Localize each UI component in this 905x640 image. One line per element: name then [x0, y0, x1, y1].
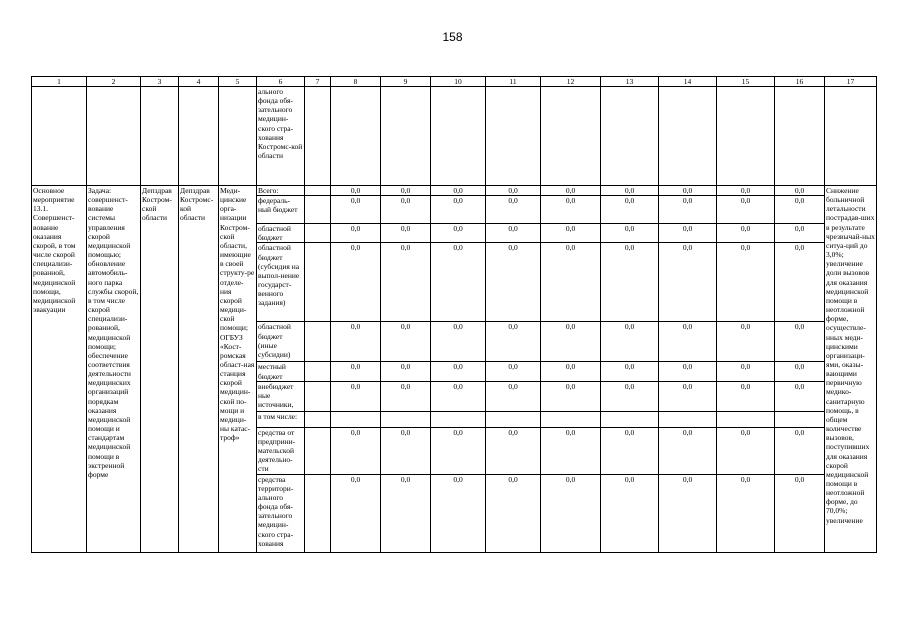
funding-value: 0,0 [431, 381, 486, 411]
responsible-executor: Депздрав Костром-ской области [141, 186, 179, 553]
funding-value: 0,0 [717, 362, 775, 381]
funding-value: 0,0 [601, 381, 659, 411]
funding-value [381, 411, 431, 427]
funding-value: 0,0 [541, 381, 601, 411]
funding-value: 0,0 [775, 196, 825, 224]
column-header: 16 [775, 77, 825, 87]
funding-value: 0,0 [775, 474, 825, 552]
empty-cell [305, 381, 331, 411]
funding-source-label: областной бюджет (иные субсидии) [257, 322, 305, 362]
funding-value [431, 411, 486, 427]
funding-value: 0,0 [601, 362, 659, 381]
program-table [31, 76, 877, 553]
column-header: 8 [331, 77, 381, 87]
empty-cell [305, 224, 331, 243]
funding-value [541, 411, 601, 427]
funding-value: 0,0 [381, 381, 431, 411]
funding-source-label: средства от предприни-мательской деятельно-сти [257, 427, 305, 474]
funding-value: 0,0 [601, 322, 659, 362]
funding-value: 0,0 [775, 224, 825, 243]
funding-source-label: средства территори-ального фонда обя-зательного медицин-ского стра-хования [257, 474, 305, 552]
funding-source-label: внебюджет ные источники, [257, 381, 305, 411]
funding-value: 0,0 [381, 322, 431, 362]
funding-value: 0,0 [331, 474, 381, 552]
funding-value: 0,0 [486, 186, 541, 196]
funding-value: 0,0 [486, 381, 541, 411]
funding-value: 0,0 [717, 427, 775, 474]
funding-value: 0,0 [717, 224, 775, 243]
funding-value: 0,0 [381, 427, 431, 474]
funding-value: 0,0 [381, 243, 431, 322]
funding-value: 0,0 [601, 427, 659, 474]
funding-value: 0,0 [775, 186, 825, 196]
funding-value: 0,0 [381, 474, 431, 552]
column-header: 12 [541, 77, 601, 87]
funding-value: 0,0 [486, 427, 541, 474]
empty-cell [305, 196, 331, 224]
co-executor: Депздрав Костромс-кой области [179, 186, 219, 553]
funding-value: 0,0 [431, 322, 486, 362]
column-header: 9 [381, 77, 431, 87]
funding-value: 0,0 [775, 243, 825, 322]
funding-value: 0,0 [659, 474, 717, 552]
funding-value: 0,0 [431, 243, 486, 322]
funding-value: 0,0 [659, 196, 717, 224]
funding-value: 0,0 [541, 427, 601, 474]
funding-value: 0,0 [541, 196, 601, 224]
column-header: 17 [825, 77, 877, 87]
funding-value: 0,0 [541, 243, 601, 322]
funding-value [717, 411, 775, 427]
funding-value: 0,0 [775, 362, 825, 381]
funding-value: 0,0 [659, 381, 717, 411]
task-description: Задача: совершенст-вование системы управления скорой медицинской помощью; обновление автомобиль-ного парка службы скорой, в том числе скорой специализи-рованной, медицинской помощи; обеспечение соответствия деятельности медицинских организаций порядкам оказания медицинской помощи и стандартам медицинской помощи в экстренной форме [87, 186, 141, 553]
funding-value [659, 411, 717, 427]
column-header: 11 [486, 77, 541, 87]
funding-value: 0,0 [601, 224, 659, 243]
column-header: 15 [717, 77, 775, 87]
funding-value: 0,0 [486, 474, 541, 552]
funding-value: 0,0 [431, 224, 486, 243]
column-header: 2 [87, 77, 141, 87]
funding-value: 0,0 [601, 196, 659, 224]
participants: Меди-цинские орга-низации Костром-ской области, имеющие в своей структу-ре отделе-ния скорой медици-ской помощи; ОГБУЗ «Кост-ромская област-ная станция скорой медицин-ской по-мощи и медици-ны катас-троф» [219, 186, 257, 553]
funding-value: 0,0 [659, 186, 717, 196]
funding-value: 0,0 [601, 243, 659, 322]
funding-value: 0,0 [331, 243, 381, 322]
funding-value: 0,0 [431, 427, 486, 474]
funding-value: 0,0 [331, 186, 381, 196]
funding-value: 0,0 [331, 427, 381, 474]
funding-value: 0,0 [331, 196, 381, 224]
funding-value: 0,0 [659, 427, 717, 474]
page-number: 158 [442, 30, 463, 44]
funding-value: 0,0 [541, 362, 601, 381]
funding-value: 0,0 [486, 362, 541, 381]
funding-value: 0,0 [431, 362, 486, 381]
funding-value: 0,0 [381, 362, 431, 381]
funding-value: 0,0 [659, 362, 717, 381]
funding-value [331, 411, 381, 427]
column-header: 5 [219, 77, 257, 87]
empty-cell [305, 474, 331, 552]
funding-value: 0,0 [541, 322, 601, 362]
funding-source-continued: ального фонда обя-зательного медицин-ского стра-хования Костромс-кой области [257, 87, 305, 186]
funding-value: 0,0 [659, 224, 717, 243]
funding-source-label: Всего: [257, 186, 305, 196]
column-header: 7 [305, 77, 331, 87]
funding-value: 0,0 [659, 322, 717, 362]
column-header: 13 [601, 77, 659, 87]
funding-value: 0,0 [331, 322, 381, 362]
funding-value [775, 411, 825, 427]
funding-value: 0,0 [601, 186, 659, 196]
funding-value: 0,0 [717, 186, 775, 196]
column-header: 3 [141, 77, 179, 87]
funding-value [601, 411, 659, 427]
column-header: 1 [32, 77, 87, 87]
funding-value [486, 411, 541, 427]
funding-value: 0,0 [431, 196, 486, 224]
empty-cell [305, 411, 331, 427]
funding-source-label: областной бюджет [257, 224, 305, 243]
funding-value: 0,0 [431, 474, 486, 552]
funding-value: 0,0 [331, 362, 381, 381]
funding-value: 0,0 [486, 196, 541, 224]
funding-value: 0,0 [717, 196, 775, 224]
funding-value: 0,0 [381, 224, 431, 243]
funding-value: 0,0 [775, 322, 825, 362]
funding-value: 0,0 [381, 196, 431, 224]
empty-cell [305, 362, 331, 381]
funding-value: 0,0 [659, 243, 717, 322]
empty-cell [305, 243, 331, 322]
funding-value: 0,0 [775, 427, 825, 474]
expected-results: Снижение больничной летальности пострадав-ших в результате чрезвычай-ных ситуа-ций до 3,0%; увеличение доли вызовов для оказания медицинской помощи в неотложной форме, осуществле-нных меди-цинскими организаци-ями, оказы-вающими первичную медико-санитарную помощь, в общем количестве вызовов, поступивших для оказания скорой медицинской помощи в неотложной форме, до 70,0%; увеличение [825, 186, 877, 553]
funding-value: 0,0 [717, 381, 775, 411]
funding-value: 0,0 [541, 474, 601, 552]
column-header: 6 [257, 77, 305, 87]
funding-value: 0,0 [331, 224, 381, 243]
funding-value: 0,0 [541, 186, 601, 196]
funding-source-label: местный бюджет [257, 362, 305, 381]
funding-row [32, 186, 877, 196]
funding-value: 0,0 [381, 186, 431, 196]
funding-value: 0,0 [486, 224, 541, 243]
funding-value: 0,0 [717, 474, 775, 552]
funding-value: 0,0 [717, 322, 775, 362]
funding-value: 0,0 [541, 224, 601, 243]
funding-source-label: в том числе: [257, 411, 305, 427]
column-header: 10 [431, 77, 486, 87]
funding-value: 0,0 [775, 381, 825, 411]
activity-name: Основное мероприятие 13.1. Совершенст-вование оказания скорой, в том числе скорой специализи-рованной, медицинской помощи, медицинской эвакуации [32, 186, 87, 553]
empty-cell [305, 427, 331, 474]
funding-value: 0,0 [331, 381, 381, 411]
continuation-row [32, 87, 877, 186]
funding-value: 0,0 [486, 322, 541, 362]
funding-source-label: федераль-ный бюджет [257, 196, 305, 224]
funding-value: 0,0 [486, 243, 541, 322]
column-header-row [32, 77, 877, 87]
funding-source-label: областной бюджет (субсидия на выпол-нение государст-венного задания) [257, 243, 305, 322]
funding-value: 0,0 [717, 243, 775, 322]
funding-value: 0,0 [431, 186, 486, 196]
funding-value: 0,0 [601, 474, 659, 552]
empty-cell [305, 322, 331, 362]
column-header: 4 [179, 77, 219, 87]
column-header: 14 [659, 77, 717, 87]
